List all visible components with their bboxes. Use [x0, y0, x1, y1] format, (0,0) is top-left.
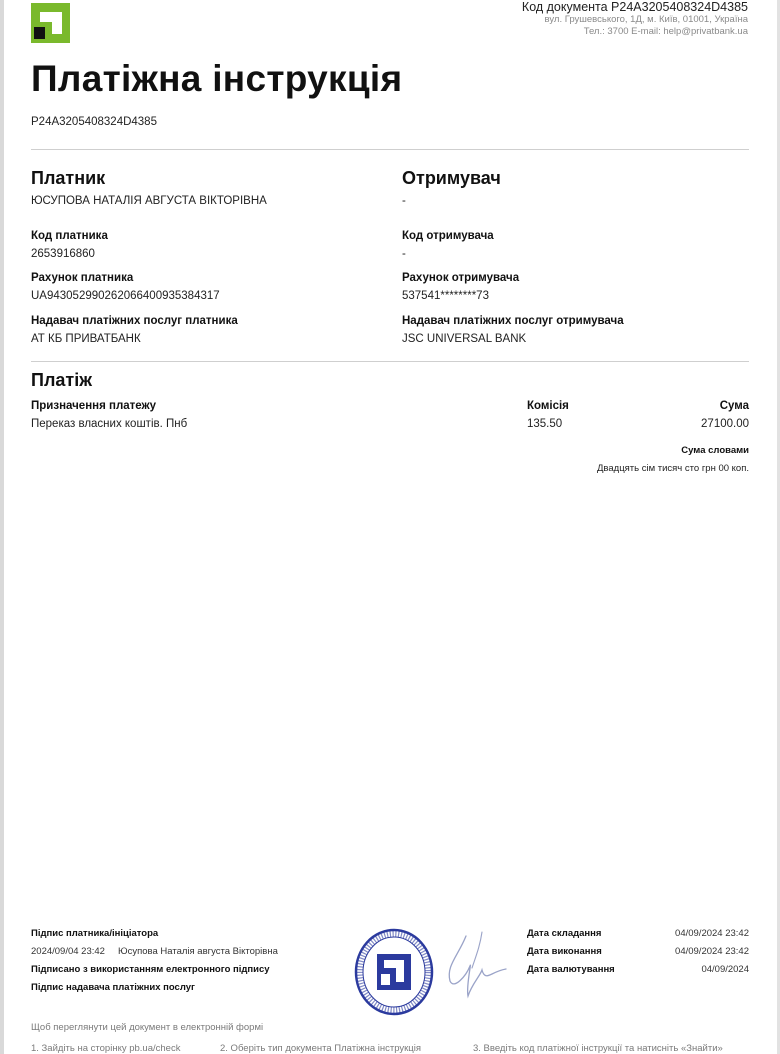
check-step-1: 1. Зайдіть на сторінку pb.ua/check	[31, 1043, 181, 1054]
provider-signature-label: Підпис надавача платіжних послуг	[31, 982, 195, 993]
date-executed-label: Дата виконання	[527, 946, 602, 957]
recipient-code-label: Код отримувача	[402, 230, 494, 242]
document-header	[522, 0, 748, 38]
amount-words-label: Сума словами	[681, 445, 749, 456]
date-value-label: Дата валютування	[527, 964, 615, 975]
page-edge-left	[0, 0, 4, 1054]
bank-address: вул. Грушевського, 1Д, м. Київ, 01001, Україна	[544, 14, 748, 25]
recipient-account-label: Рахунок отримувача	[402, 272, 520, 284]
handwritten-signature-icon	[436, 926, 516, 1006]
signature-name: Юсупова Наталія августа Вікторівна	[118, 946, 278, 957]
document-id: P24A3205408324D4385	[31, 116, 157, 128]
page-title: Платіжна інструкція	[31, 58, 403, 99]
payer-provider: АТ КБ ПРИВАТБАНК	[31, 333, 141, 345]
check-step-3: 3. Введіть код платіжної інструкції та натисніть «Знайти»	[473, 1043, 723, 1054]
payer-code: 2653916860	[31, 248, 95, 260]
payment-heading: Платіж	[31, 370, 92, 390]
signature-datetime: 2024/09/04 23:42	[31, 946, 105, 957]
amount-words: Двадцять сім тисяч сто грн 00 коп.	[597, 463, 749, 474]
amount-value: 27100.00	[701, 418, 749, 430]
recipient-provider: JSC UNIVERSAL BANK	[402, 333, 527, 345]
recipient-name: -	[402, 195, 406, 207]
commission-label: Комісія	[527, 400, 569, 412]
recipient-heading: Отримувач	[402, 168, 501, 188]
privatbank-logo-icon	[31, 3, 70, 43]
payer-account: UA943052990262066400935384317	[31, 290, 220, 302]
recipient-account: 537541********73	[402, 290, 489, 302]
check-step-2: 2. Оберіть тип документа Платіжна інструкція	[220, 1043, 421, 1054]
date-executed: 04/09/2024 23:42	[675, 946, 749, 957]
payer-heading: Платник	[31, 168, 106, 188]
date-created: 04/09/2024 23:42	[675, 928, 749, 939]
e-signature-note: Підписано з використанням електронного підпису	[31, 964, 270, 975]
bank-stamp-icon	[354, 928, 434, 1016]
recipient-provider-label: Надавач платіжних послуг отримувача	[402, 315, 624, 327]
date-created-label: Дата складання	[527, 928, 602, 939]
payer-provider-label: Надавач платіжних послуг платника	[31, 315, 238, 327]
recipient-code: -	[402, 248, 406, 260]
bank-contacts: Тел.: 3700 E-mail: help@privatbank.ua	[583, 26, 748, 37]
commission-value: 135.50	[527, 418, 563, 430]
amount-label: Сума	[719, 400, 749, 412]
check-hint: Щоб переглянути цей документ в електронній формі	[31, 1022, 264, 1033]
payer-account-label: Рахунок платника	[31, 272, 134, 284]
payment-purpose: Переказ власних коштів. Пнб	[31, 418, 188, 430]
payment-purpose-label: Призначення платежу	[31, 400, 157, 412]
payer-code-label: Код платника	[31, 230, 108, 242]
payer-signature-label: Підпис платника/ініціатора	[31, 928, 159, 939]
document-code: Код документа P24A3205408324D4385	[521, 0, 748, 14]
date-value: 04/09/2024	[701, 964, 749, 975]
divider	[31, 361, 749, 362]
divider	[31, 149, 749, 150]
payer-name: ЮСУПОВА НАТАЛІЯ АВГУСТА ВІКТОРІВНА	[31, 195, 267, 207]
